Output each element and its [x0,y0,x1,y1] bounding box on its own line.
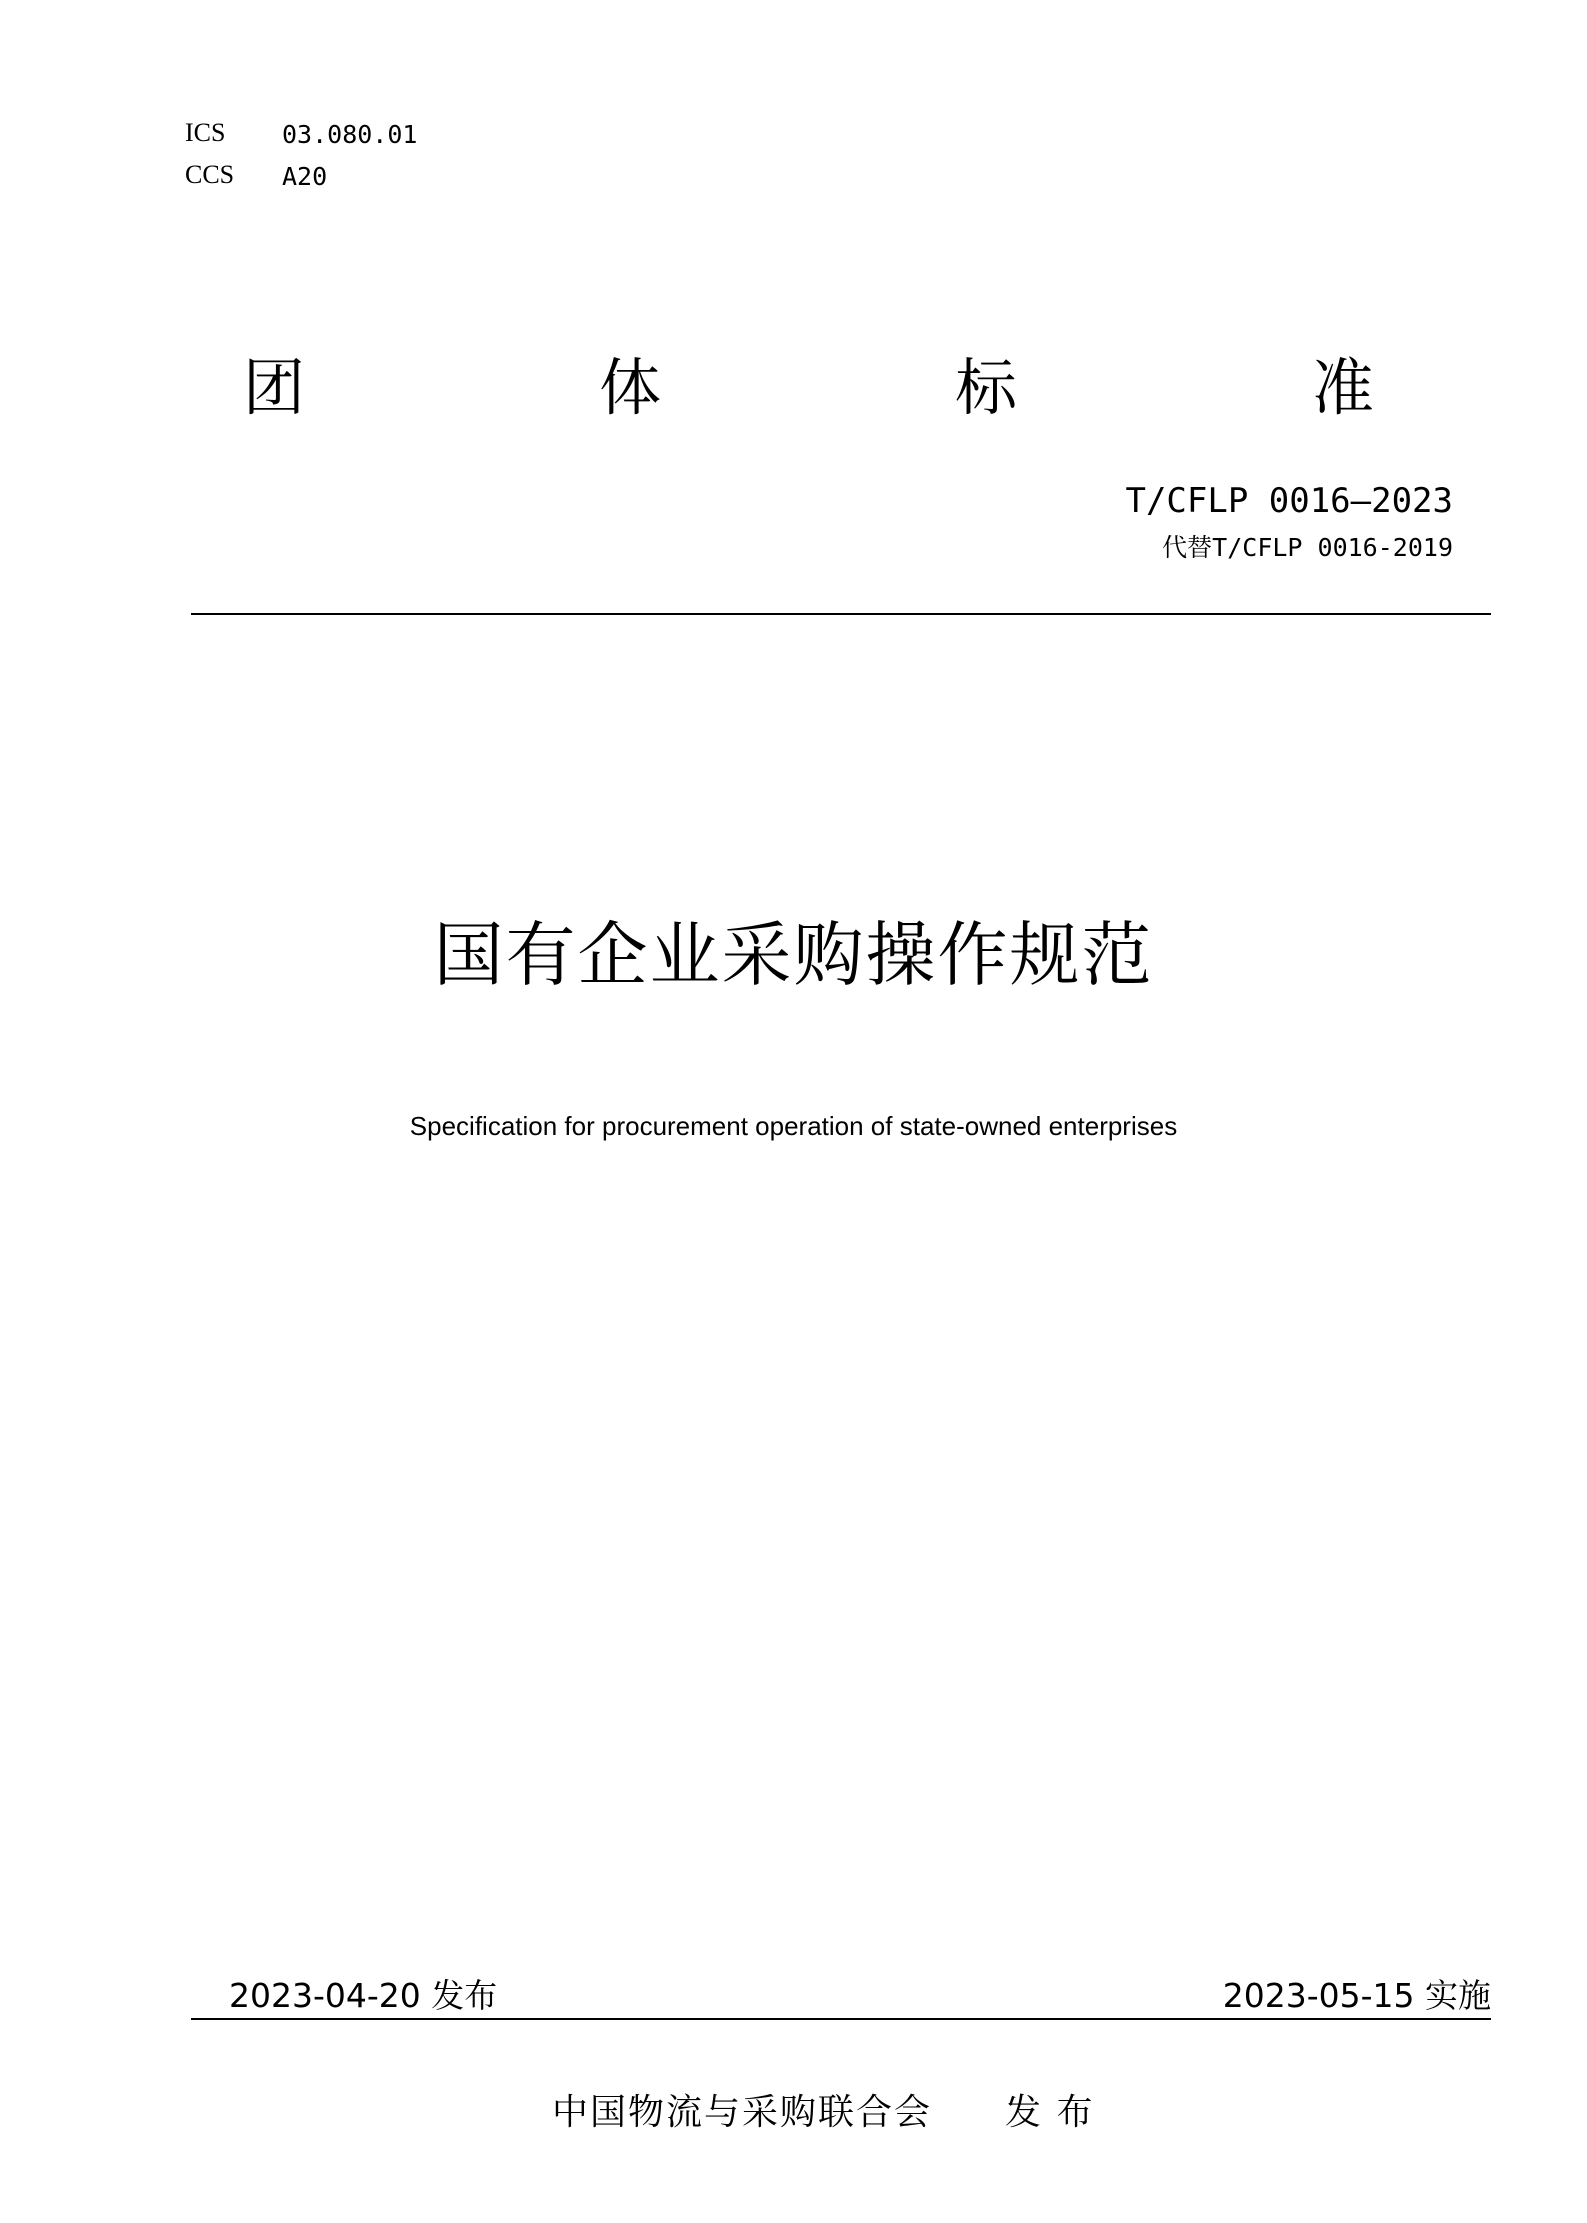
replaces-standard: 代替T/CFLP 0016-2019 [1162,533,1453,562]
publisher-action: 发 布 [1005,2092,1095,2133]
footer-divider [191,2018,1491,2020]
standard-type-char-4: 准 [1312,351,1375,424]
implement-date: 2023-05-15 实施 [1222,1976,1491,2015]
ccs-label: CCS [185,160,235,189]
publisher-name: 中国物流与采购联合会 [552,2092,933,2133]
standard-type-char-1: 团 [243,351,306,424]
standard-number: T/CFLP 0016—2023 [1125,481,1453,521]
header-divider [191,613,1491,615]
standard-type-char-2: 体 [599,351,662,424]
ics-value: 03.080.01 [282,120,418,149]
ics-label: ICS [185,118,226,147]
publish-date: 2023-04-20 发布 [229,1976,498,2015]
document-title-english: Specification for procurement operation of state-owned enterprises [409,1111,1178,1141]
ccs-value: A20 [282,162,328,191]
standard-type-char-3: 标 [955,351,1018,424]
document-title-chinese: 国有企业采购操作规范 [433,914,1154,996]
